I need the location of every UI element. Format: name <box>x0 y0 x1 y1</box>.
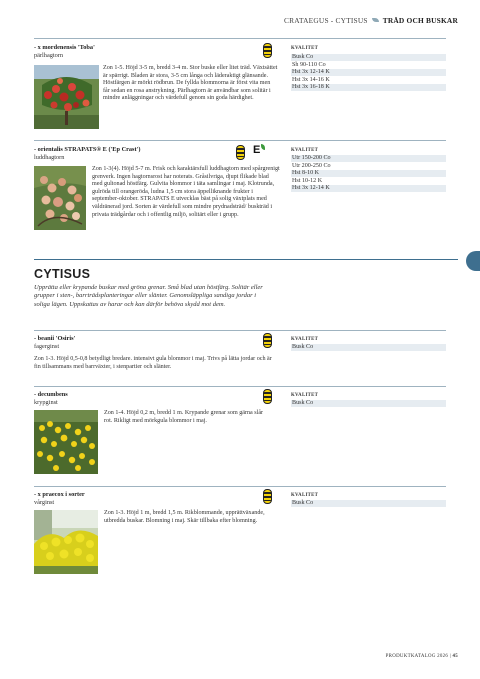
quality-row: Hst 3x 12-14 K <box>291 185 446 193</box>
quality-label: KVALITET <box>291 337 319 342</box>
bee-icon <box>263 489 272 504</box>
quality-row: Hst 3x 14-16 K <box>291 77 446 85</box>
breadcrumb: CRATAEGUS - CYTISUS <box>284 16 368 25</box>
product-common-name: luddhagtorn <box>34 154 65 161</box>
section-divider <box>34 386 446 387</box>
page-footer <box>386 654 458 659</box>
section-intro: Upprätta eller krypande buskar med gröna grenar. Små blad utan höstfärg. Solitär eller grupper i sten-, barrträdsplanteringar eller slänter. Genomsläppliga sandiga jordar i soliga lägen. Uppskattas av harar och kan därför behöva skydd mot dem. <box>34 284 263 308</box>
quality-label: KVALITET <box>291 493 319 498</box>
product-description: Zon 1-5. Höjd 3-5 m, bredd 3-4 m. Stor buske eller litet träd. Växtsättet är spärrigt. Bladen är stora, 3-5 cm långa och läderaktigt glänsande. Höstfärgen är mörkt rödbrun. De fyllda blommorna är först vita men får sedan en rosa anstrykning. Pärlhagtorn är användbar som solitär i mindre anläggningar och värdefull genom sin goda härdighet. <box>103 65 278 102</box>
product-description: Zon 1-3(4). Höjd 5-7 m. Frisk och karaktärsfull luddhagtorn med spårgrenigt grenverk. Ingen hagtornsrost har noterats. Gråsilvriga, djupt flikade blad med gultonad höstfärg. Gulvita blommor i täta samlingar i maj. Klotrunda, gulröda till orangeröda, ludna 1,5 cm stora äppelliknande frukter i september-oktober. STRAPATS E utvecklas bäst på solig växtplats med väldränerad jord. Sorten är värdefull som mindre prydnadsträd/ buskträd i privata trädgårdar och i offentlig miljö, solitärt eller i grupp. <box>92 166 280 218</box>
quality-row: Utr 150-200 Co <box>291 155 446 163</box>
quality-row: Busk Co <box>291 500 446 508</box>
leaf-icon <box>372 18 379 22</box>
catalog-title: PRODUKTKATALOG 2026 <box>385 654 449 659</box>
quality-row: Busk Co <box>291 344 446 352</box>
bee-icon <box>263 389 272 404</box>
quality-label: KVALITET <box>291 46 319 51</box>
product-photo <box>34 65 99 129</box>
bee-icon <box>236 145 245 160</box>
product-common-name: vårginst <box>34 499 55 506</box>
product-photo <box>34 410 98 474</box>
product-name: - decumbens <box>34 391 68 398</box>
quality-label: KVALITET <box>291 393 319 398</box>
product-common-name: fagerginst <box>34 343 60 350</box>
bee-icon <box>263 333 272 348</box>
footer-separator: | <box>449 654 453 659</box>
product-description: Zon 1-3. Höjd 0,5-0,8 betydligt bredare. intensivt gula blommor i maj. Trivs på lätta jordar och är fin tillsammans med barrväxter, i stenpartier och slänter. <box>34 356 272 370</box>
quality-row: Utr 200-250 Co <box>291 163 446 171</box>
category-title: TRÄD OCH BUSKAR <box>382 16 458 25</box>
quality-table <box>291 155 446 193</box>
section-divider <box>34 140 446 141</box>
product-photo <box>34 166 86 230</box>
quality-table <box>291 400 446 408</box>
quality-row: Busk Co <box>291 400 446 408</box>
product-name: - orientalis STRAPATS® E ('Ep Crast') <box>34 146 141 153</box>
product-name: - x praecox i sorter <box>34 491 85 498</box>
product-name: - x mordenensis 'Toba' <box>34 44 95 51</box>
quality-row: Busk Co <box>291 54 446 62</box>
quality-row: Sh 90-110 Co <box>291 62 446 70</box>
quality-table <box>291 54 446 92</box>
bee-icon <box>263 43 272 58</box>
product-photo <box>34 510 98 574</box>
product-description: Zon 1-4. Höjd 0,2 m, bredd 1 m. Krypande grenar som gärna slår rot. Rikligt med mörkgula blommor i maj. <box>104 410 264 424</box>
section-divider <box>34 486 446 487</box>
product-common-name: krypginst <box>34 399 58 406</box>
e-plant-badge-icon: E <box>253 144 265 156</box>
quality-label: KVALITET <box>291 148 319 153</box>
page-header <box>284 16 458 25</box>
page-number: 45 <box>452 654 458 659</box>
section-thumb-tab <box>466 251 480 271</box>
product-common-name: pärlhagtorn <box>34 52 64 59</box>
quality-row: Hst 3x 16-18 K <box>291 84 446 92</box>
section-title-rule <box>34 259 458 260</box>
section-title: CYTISUS <box>34 267 91 281</box>
quality-row: Hst 3x 12-14 K <box>291 69 446 77</box>
quality-row: Hst 8-10 K <box>291 170 446 178</box>
quality-table <box>291 344 446 352</box>
section-divider <box>34 38 446 39</box>
section-divider <box>34 330 446 331</box>
product-name: - beanii 'Osiris' <box>34 335 76 342</box>
product-description: Zon 1-3. Höjd 1 m, bredd 1,5 m. Rikblommande, upprättväxande, utbredda buskar. Blomning i maj. Skär tillbaka efter blomning. <box>104 510 265 524</box>
quality-table <box>291 500 446 508</box>
quality-row: Hst 10-12 K <box>291 178 446 186</box>
